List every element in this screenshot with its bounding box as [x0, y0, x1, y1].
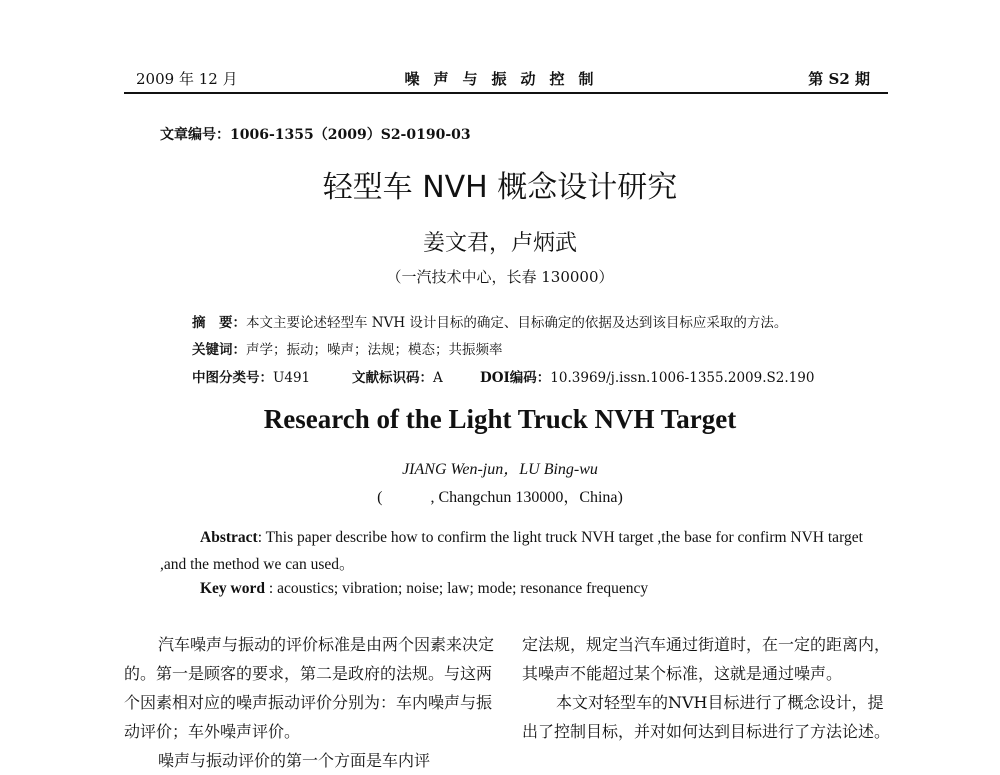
abstract-english-text: : This paper describe how to confirm the light truck NVH target ,the base for confirm NVH target ,and the method we can used。	[160, 529, 863, 573]
abstract-chinese-text: 本文主要论述轻型车 NVH 设计目标的确定、目标确定的依据及达到该目标应采取的方法。	[246, 315, 788, 331]
clc-value: U491	[273, 370, 311, 386]
authors-chinese: 姜文君，卢炳武	[422, 231, 577, 256]
keywords-chinese-label: 关键词：	[192, 342, 246, 358]
doc-code-value: A	[433, 370, 443, 386]
doi-value: 10.3969/j.issn.1006-1355.2009.S2.190	[550, 370, 815, 386]
running-header	[124, 62, 888, 94]
keywords-chinese	[192, 338, 503, 358]
keywords-english-text: : acoustics; vibration; noise; law; mode; resonance frequency	[265, 580, 649, 597]
header-date: 2009 年 12 月	[136, 70, 238, 88]
title-english: Research of the Light Truck NVH Target	[263, 404, 737, 434]
article-number: 文章编号：1006-1355（2009）S2-0190-03	[160, 127, 471, 143]
classification-line	[192, 366, 814, 386]
body-paragraph: 噪声与振动评价的第一个方面是车内评	[158, 751, 431, 770]
body-paragraph: 本文对轻型车的NVH目标进行了概念设计，提出了控制目标，并对如何达到目标进行了方法论述。	[522, 693, 891, 741]
title-chinese: 轻型车 NVH 概念设计研究	[322, 170, 678, 205]
abstract-chinese	[192, 311, 787, 331]
abstract-english-label: Abstract	[200, 529, 258, 546]
abstract-english	[160, 524, 880, 578]
affiliation-english: ( , Changchun 130000，China)	[377, 489, 623, 506]
body-paragraph: 定法规，规定当汽车通过街道时，在一定的距离内，其噪声不能超过某个标准，这就是通过噪声。	[522, 635, 891, 683]
affiliation-chinese: （一汽技术中心，长春 130000）	[386, 268, 614, 286]
header-journal-name: 噪声与振动控制	[404, 70, 608, 88]
body-column-right	[522, 630, 892, 746]
keywords-english	[200, 580, 648, 598]
keywords-english-label: Key word	[200, 580, 266, 597]
keywords-chinese-text: 声学；振动；噪声；法规；模态；共振频率	[246, 342, 503, 358]
doc-code-label: 文献标识码：	[352, 370, 433, 386]
abstract-chinese-label: 摘 要：	[192, 315, 246, 331]
clc-label: 中图分类号：	[192, 370, 273, 386]
body-paragraph: 汽车噪声与振动的评价标准是由两个因素来决定的。第一是顾客的要求，第二是政府的法规。与这两个因素相对应的噪声振动评价分别为：车内噪声与振动评价；车外噪声评价。	[124, 635, 495, 741]
header-issue: 第 S2 期	[808, 70, 870, 88]
body-column-left	[124, 630, 494, 775]
authors-english: JIANG Wen-jun，LU Bing-wu	[402, 461, 598, 478]
doi-label: DOI编码：	[480, 370, 551, 386]
